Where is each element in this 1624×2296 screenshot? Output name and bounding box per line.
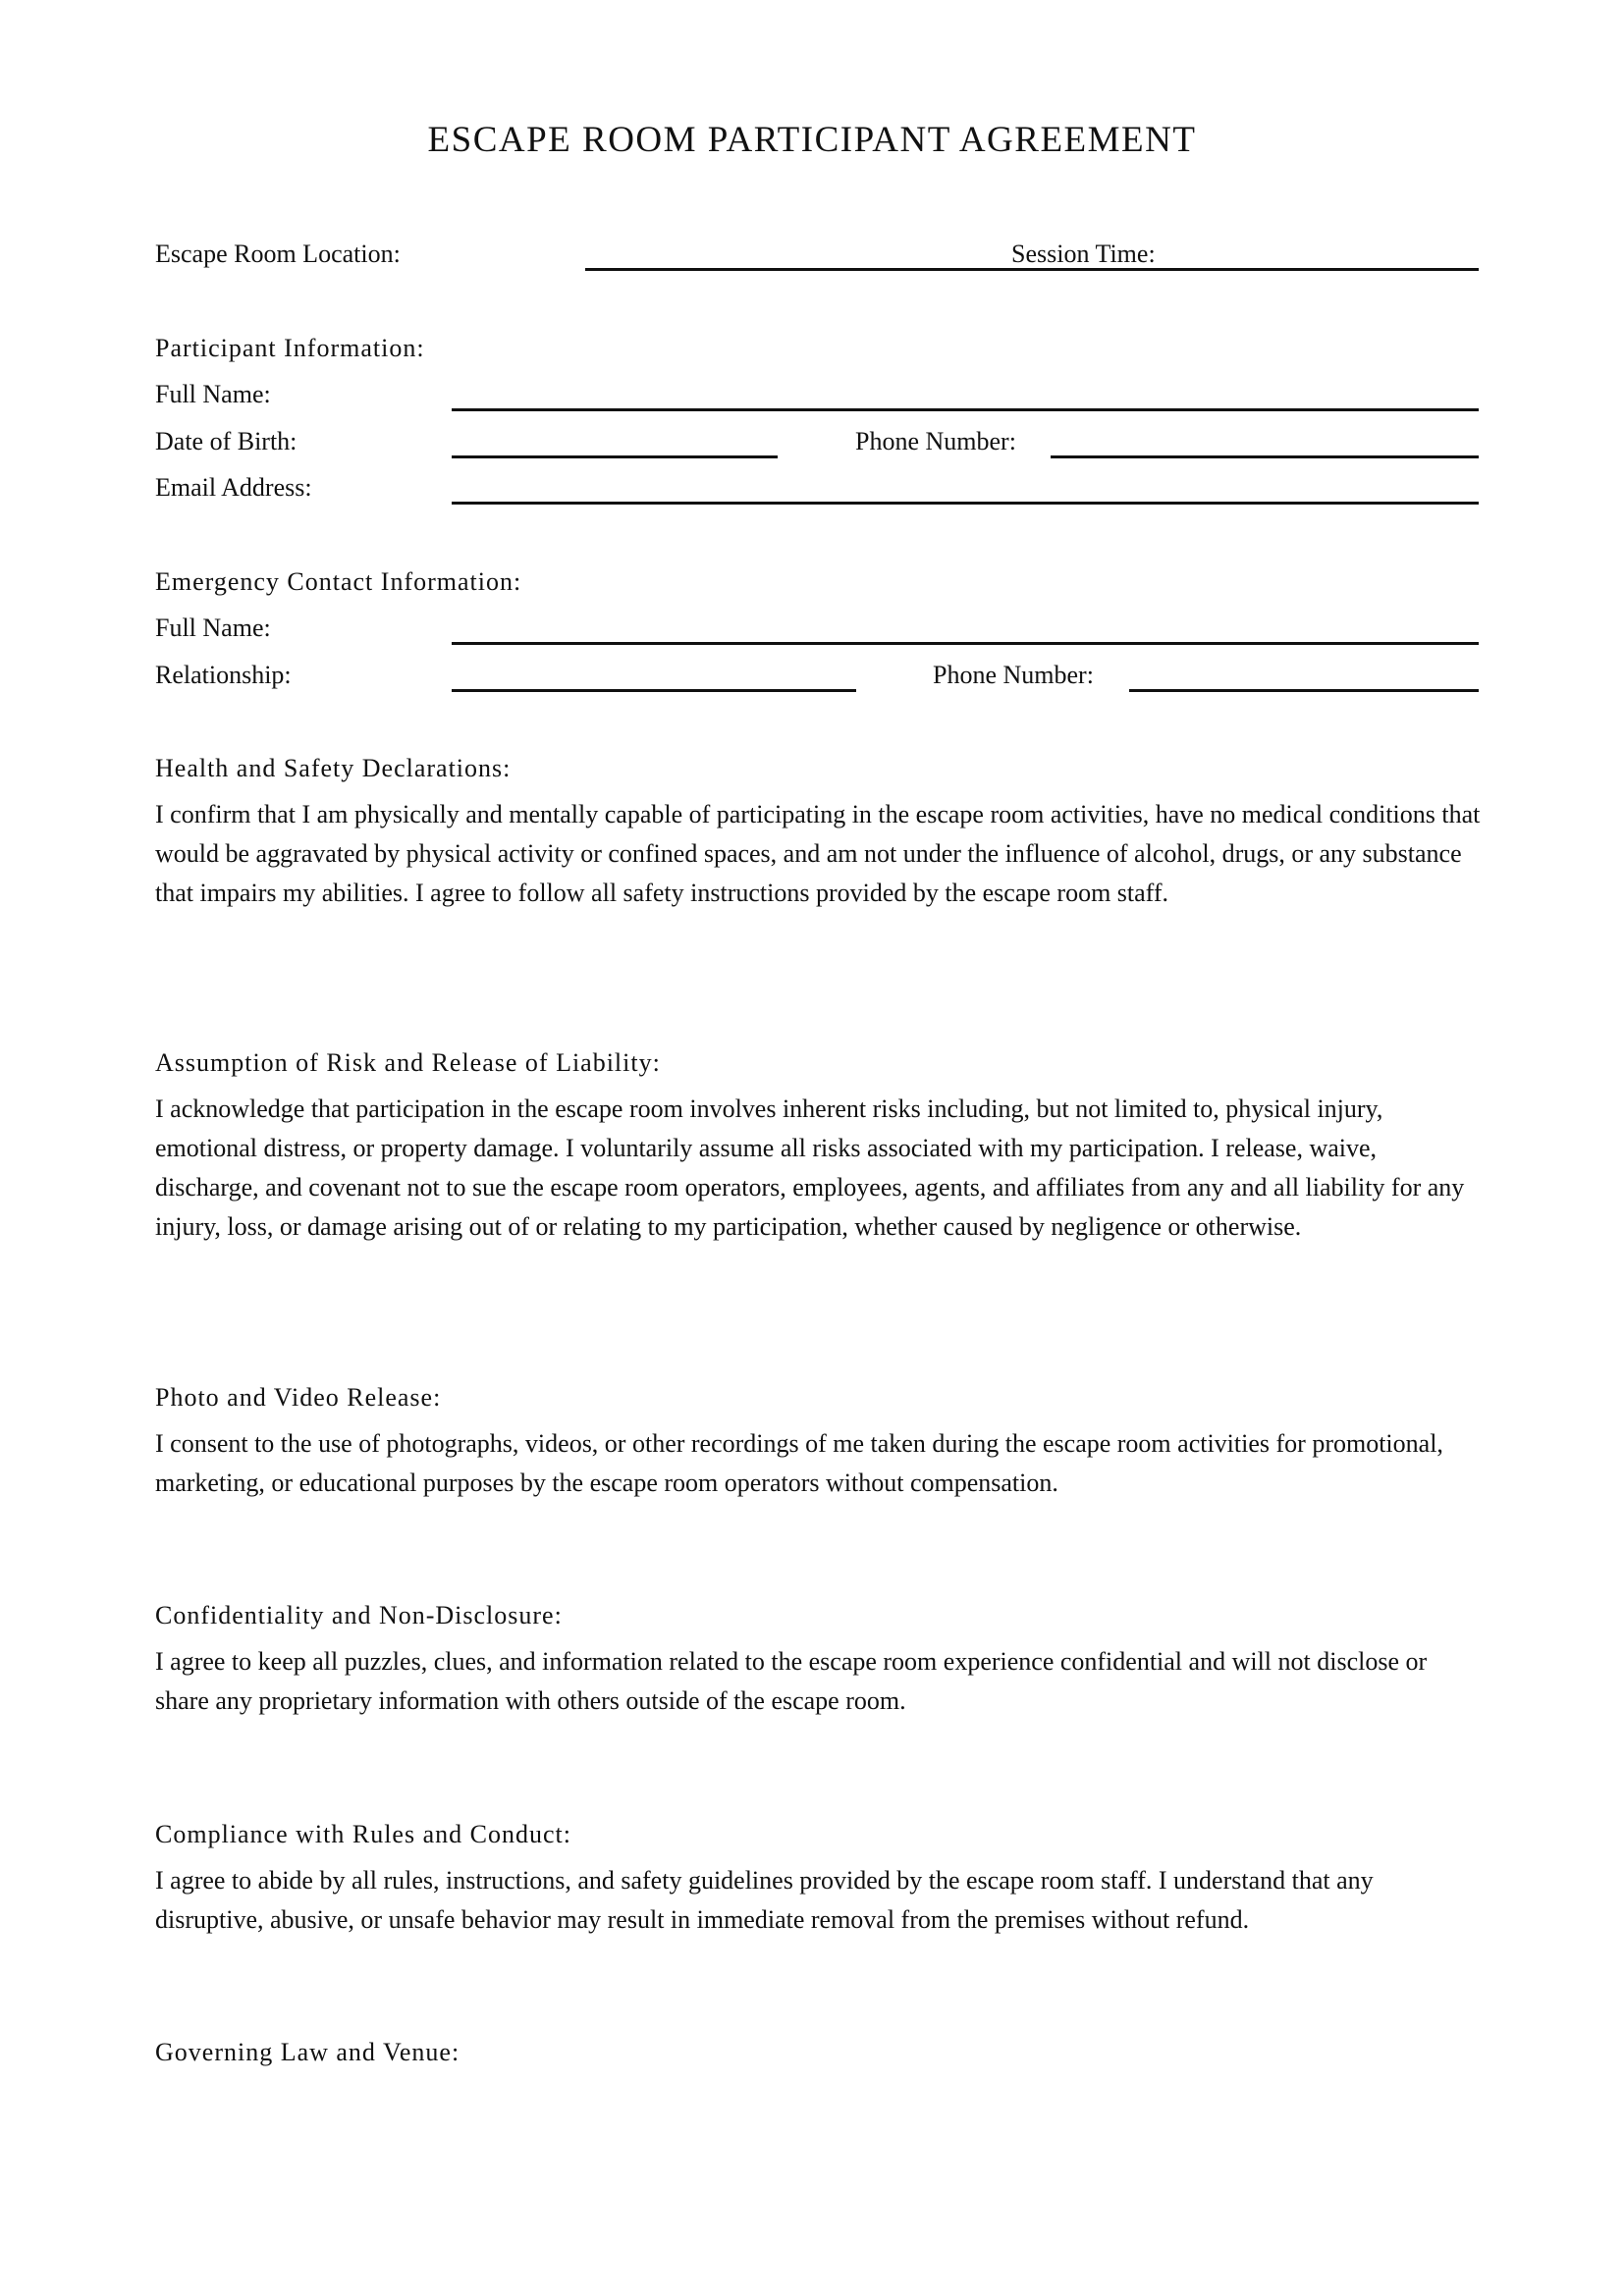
participant-heading: Participant Information:	[155, 334, 425, 362]
section-heading-photo-video: Photo and Video Release:	[155, 1383, 442, 1412]
section-body-assumption-risk: I acknowledge that participation in the escape room involves inherent risks including, but not limited to, physical injury, emotional distress, or property damage. I voluntarily assume all risks associated with my participation. I release, waive, discharge, and covenant not to sue the escape room operators, employees, agents, and affiliates from any and all liability for any injury, loss, or damage arising out of or relating to my participation, whether caused by negligence or otherwise.	[155, 1095, 1465, 1241]
participant-phone-label: Phone Number:	[855, 427, 1016, 455]
emergency-phone-field[interactable]	[1129, 689, 1479, 692]
participant-email-label: Email Address:	[155, 473, 312, 502]
participant-full-name-field[interactable]	[452, 408, 1479, 411]
emergency-full-name-field[interactable]	[452, 642, 1479, 645]
section-heading-assumption-risk: Assumption of Risk and Release of Liability:	[155, 1048, 661, 1077]
section-heading-governing-law: Governing Law and Venue:	[155, 2038, 460, 2066]
participant-full-name-label: Full Name:	[155, 380, 271, 408]
emergency-relationship-label: Relationship:	[155, 661, 292, 689]
section-heading-compliance: Compliance with Rules and Conduct:	[155, 1820, 571, 1848]
emergency-phone-label: Phone Number:	[933, 661, 1094, 689]
participant-phone-field[interactable]	[1051, 455, 1479, 458]
page-title: ESCAPE ROOM PARTICIPANT AGREEMENT	[427, 120, 1197, 160]
emergency-relationship-field[interactable]	[452, 689, 856, 692]
section-body-compliance: I agree to abide by all rules, instructions, and safety guidelines provided by the escape room staff. I understand that any disruptive, abusive, or unsafe behavior may result in immediate removal from the premises without refund.	[155, 1866, 1374, 1934]
session-time-label: Session Time:	[1011, 240, 1156, 268]
section-body-health-safety: I confirm that I am physically and mentally capable of participating in the escape room activities, have no medical conditions that would be aggravated by physical activity or confined spaces, and am not under the influence of alcohol, drugs, or any substance that impairs my abilities. I agree to follow all safety instructions provided by the escape room staff.	[155, 800, 1481, 907]
section-body-photo-video: I consent to the use of photographs, videos, or other recordings of me taken during the escape room activities for promotional, marketing, or educational purposes by the escape room operators without compensation.	[155, 1429, 1443, 1497]
emergency-full-name-label: Full Name:	[155, 614, 271, 642]
participant-dob-field[interactable]	[452, 455, 778, 458]
emergency-heading: Emergency Contact Information:	[155, 567, 522, 596]
participant-email-field[interactable]	[452, 502, 1479, 505]
section-body-confidentiality: I agree to keep all puzzles, clues, and information related to the escape room experience confidential and will not disclose or share any proprietary information with others outside of the escape room.	[155, 1647, 1428, 1715]
section-heading-confidentiality: Confidentiality and Non-Disclosure:	[155, 1601, 563, 1629]
location-label: Escape Room Location:	[155, 240, 401, 268]
section-heading-health-safety: Health and Safety Declarations:	[155, 754, 512, 782]
participant-dob-label: Date of Birth:	[155, 427, 298, 455]
